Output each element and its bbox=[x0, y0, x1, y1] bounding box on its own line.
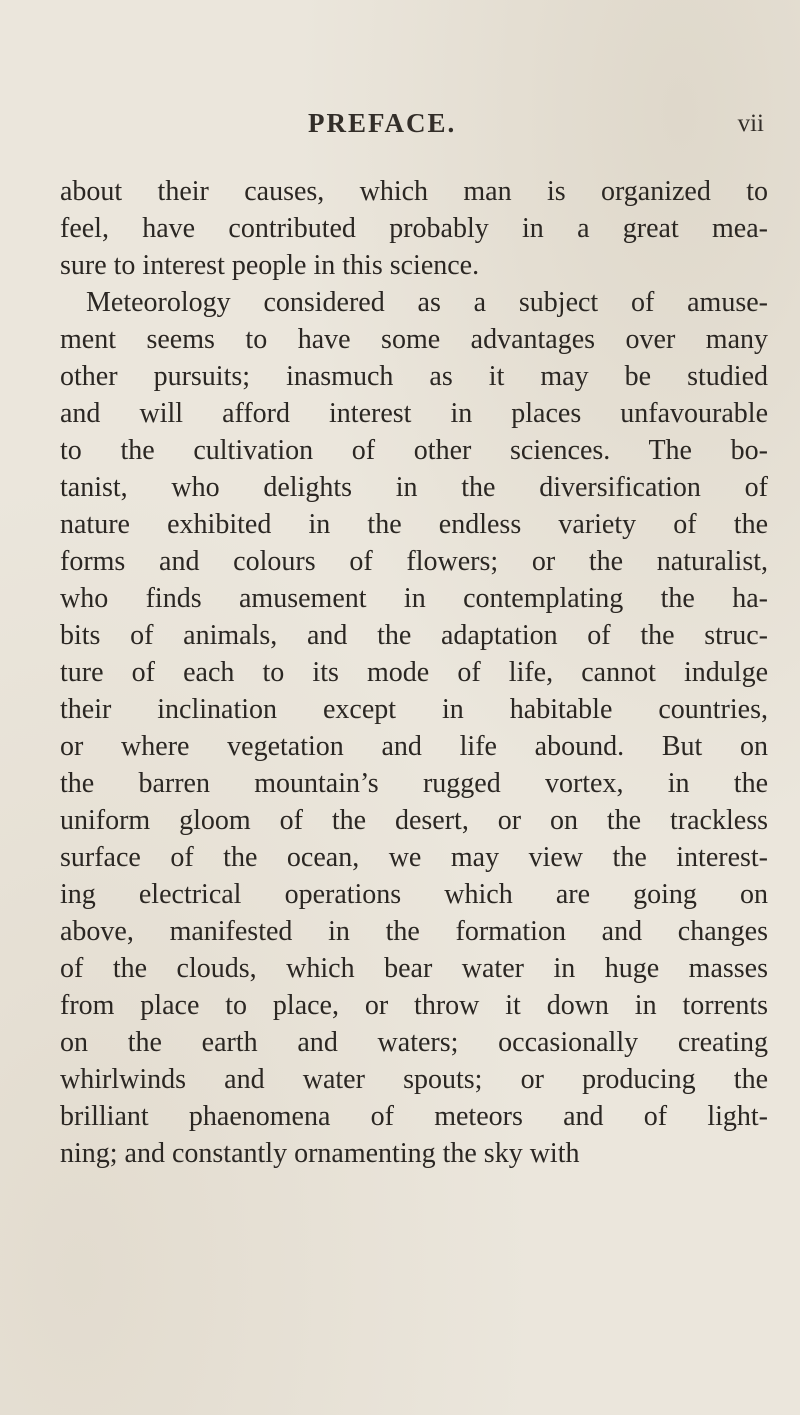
text-line: of the clouds, which bear water in huge masses bbox=[60, 953, 768, 984]
text-line: about their causes, which man is organized to bbox=[60, 176, 768, 207]
text-line: ing electrical operations which are going on bbox=[60, 879, 768, 910]
text-line: sure to interest people in this science. bbox=[60, 250, 480, 281]
text-line: and will afford interest in places unfavourable bbox=[60, 398, 768, 429]
text-line: Meteorology considered as a subject of amuse- bbox=[86, 287, 768, 318]
body-text bbox=[60, 173, 768, 1172]
text-line: ture of each to its mode of life, cannot indulge bbox=[60, 657, 768, 688]
text-line: their inclination except in habitable countries, bbox=[60, 694, 768, 725]
text-line: above, manifested in the formation and changes bbox=[60, 916, 768, 947]
text-line: feel, have contributed probably in a great mea- bbox=[60, 213, 768, 244]
text-line: surface of the ocean, we may view the interest- bbox=[60, 842, 768, 873]
text-line: to the cultivation of other sciences. The bo- bbox=[60, 435, 768, 466]
page-number: vii bbox=[737, 110, 764, 137]
text-line: forms and colours of flowers; or the naturalist, bbox=[60, 546, 768, 577]
text-line: whirlwinds and water spouts; or producing the bbox=[60, 1064, 768, 1095]
text-line: or where vegetation and life abound. But on bbox=[60, 731, 768, 762]
text-line: nature exhibited in the endless variety of the bbox=[60, 509, 768, 540]
text-line: uniform gloom of the desert, or on the trackless bbox=[60, 805, 768, 836]
text-line: other pursuits; inasmuch as it may be studied bbox=[60, 361, 768, 392]
text-line: brilliant phaenomena of meteors and of light- bbox=[60, 1101, 768, 1132]
text-line: who finds amusement in contemplating the ha- bbox=[60, 583, 768, 614]
text-line: bits of animals, and the adaptation of the struc- bbox=[60, 620, 768, 651]
text-line: the barren mountain’s rugged vortex, in the bbox=[60, 768, 768, 799]
text-line: ment seems to have some advantages over many bbox=[60, 324, 768, 355]
text-line: from place to place, or throw it down in torrents bbox=[60, 990, 768, 1021]
running-title: PREFACE. bbox=[308, 108, 457, 138]
text-line: tanist, who delights in the diversification of bbox=[60, 472, 768, 503]
text-line: on the earth and waters; occasionally creating bbox=[60, 1027, 768, 1058]
text-line: ning; and constantly ornamenting the sky with bbox=[60, 1138, 580, 1169]
running-head bbox=[0, 108, 800, 148]
